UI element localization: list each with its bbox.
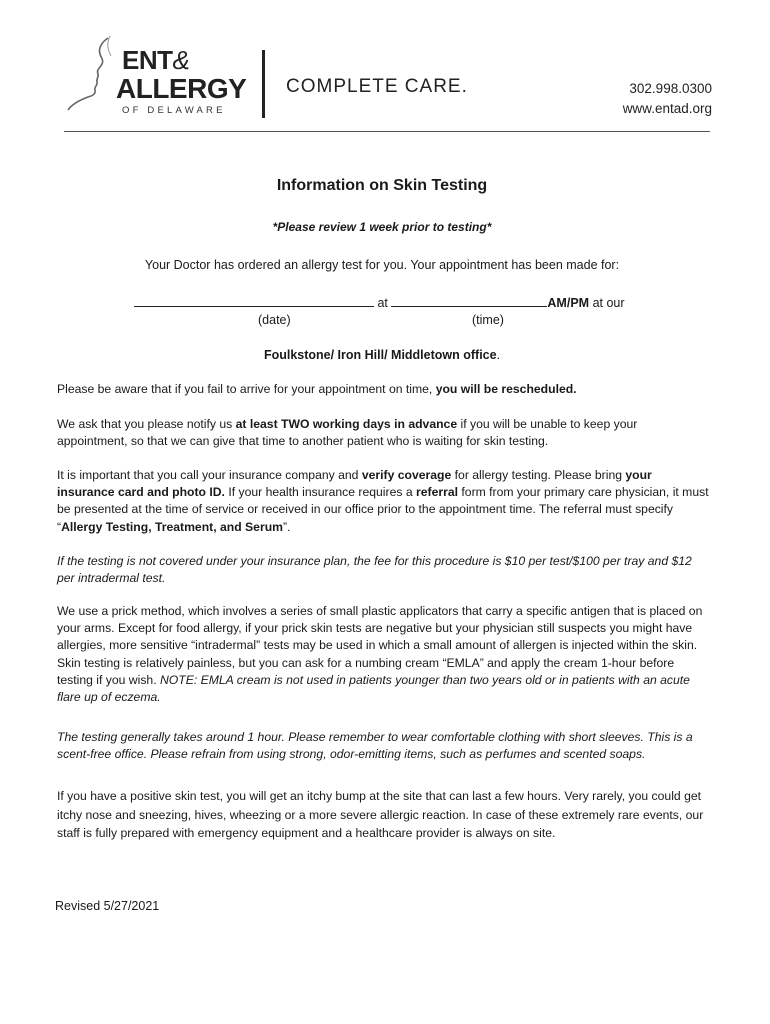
paragraph-prick-method: We use a prick method, which involves a series of small plastic applicators that carry a specific antigen that is placed on your arms. Except for food allergy, if your prick skin tests are negative but your physician still suspects you might have allergies, more sensitive “intradermal” tests may be used in which a small amount of allergen is injected within the skin. Skin testing is relatively painless, but you can ask for a numbing cream “EMLA” and apply the cream 1-hour before testing if you wish. NOTE: EMLA cream is not used in patients younger than two years old or in patients with an acute flare up of eczema. (57, 604, 703, 705)
tagline: COMPLETE CARE. (286, 76, 468, 97)
logo-allergy-text: ALLERGY (116, 73, 247, 104)
ordered-line: Your Doctor has ordered an allergy test for you. Your appointment has been made for: (144, 258, 620, 272)
paragraph-reactions: If you have a positive skin test, you will get an itchy bump at the site that can last a few hours. Very rarely, you could get itchy nose and sneezing, hives, wheezing or a more severe allergic reaction. In case of these extremely rare events, our staff is fully prepared with emergency equipment and a healthcare provider is always on site. (57, 789, 704, 841)
face-profile-icon (64, 34, 124, 118)
appointment-blanks: at AM/PM at our (134, 294, 625, 311)
paragraph-fees: If the testing is not covered under your insurance plan, the fee for this procedure is $10 per test/$100 per tray and $12 per intradermal test. (57, 554, 692, 586)
document-subtitle: *Please review 1 week prior to testing* (272, 220, 492, 234)
logo-delaware-text: OF DELAWARE (122, 105, 226, 116)
contact-info (623, 79, 712, 119)
date-label: (date) (258, 313, 291, 327)
office-locations: Foulkstone/ Iron Hill/ Middletown office. (263, 348, 501, 362)
time-blank[interactable] (391, 294, 547, 307)
phone-number: 302.998.0300 (629, 81, 712, 96)
paragraph-notify: We ask that you please notify us at least TWO working days in advance if you will be unable to keep your appointment, so that we can give that time to another patient who is waiting for skin testing. (57, 417, 638, 449)
revised-date: Revised 5/27/2021 (55, 899, 160, 913)
ent-allergy-logo (64, 34, 264, 118)
website: www.entad.org (622, 101, 712, 116)
date-blank[interactable] (134, 294, 374, 307)
document-title: Information on Skin Testing (276, 177, 488, 194)
header-rule (64, 131, 710, 132)
logo-ent-text: ENT& (122, 45, 190, 75)
time-label: (time) (472, 313, 504, 327)
paragraph-reschedule: Please be aware that if you fail to arrive for your appointment on time, you will be rescheduled. (57, 382, 577, 396)
paragraph-duration: The testing generally takes around 1 hour. Please remember to wear comfortable clothing with short sleeves. This is a scent-free office. Please refrain from using strong, odor-emitting items, such as perfumes and scented soaps. (57, 730, 693, 762)
header-divider (262, 50, 265, 118)
paragraph-insurance: It is important that you call your insurance company and verify coverage for allergy testing. Please bring your insurance card and photo ID. If your health insurance requires a referral form from your primary care physician, it must be presented at the time of service or received in our office prior to the appointment time. The referral must specify “Allergy Testing, Treatment, and Serum”. (57, 468, 709, 534)
